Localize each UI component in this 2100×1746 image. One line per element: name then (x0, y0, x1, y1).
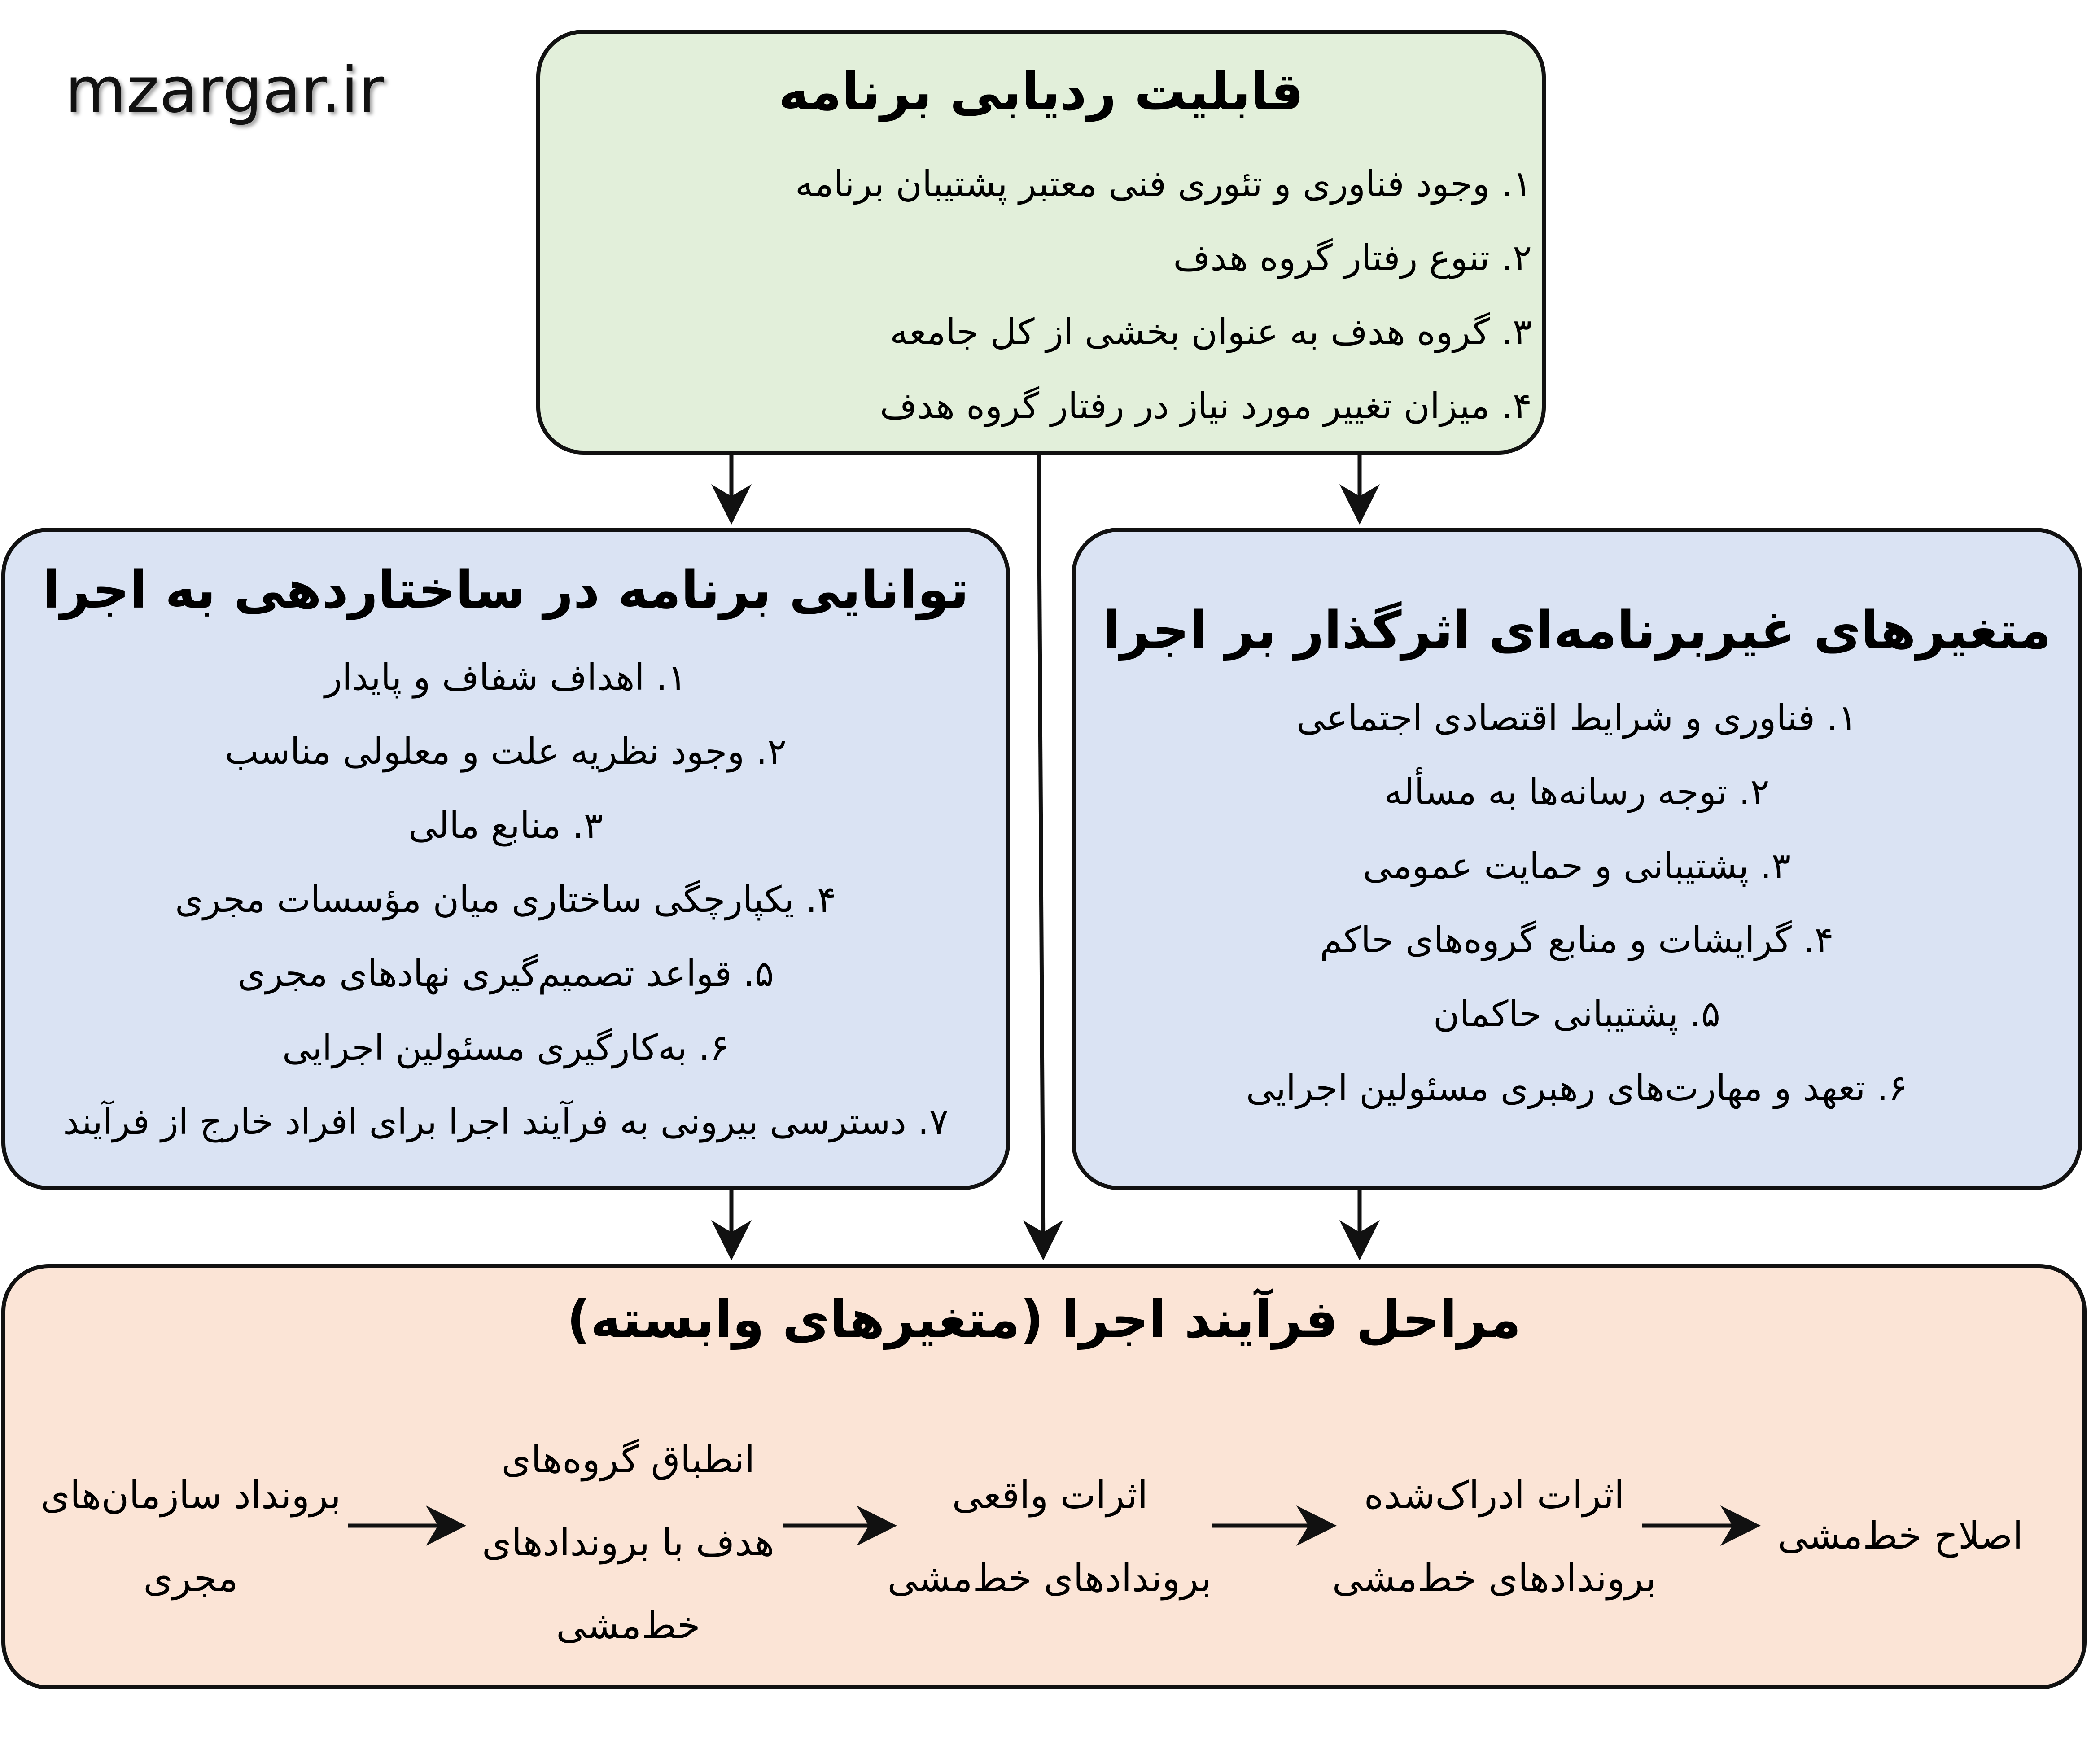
stage-line: انطباق گروه‌های (501, 1437, 755, 1481)
stage-line: بروندادهای خط‌مشی (1332, 1556, 1657, 1600)
non-statutory-item: ۳. پشتیبانی و حمایت عمومی (1363, 845, 1791, 887)
implementation-stages-title: مراحل فرآیند اجرا (متغیرهای وابسته) (567, 1290, 1521, 1350)
structuring-item: ۳. منابع مالی (408, 805, 603, 846)
structuring-item: ۲. وجود نظریه علت و معلولی مناسب (225, 731, 787, 772)
stage-agency-outputs (36, 1454, 346, 1620)
non-statutory-variables-box (1072, 528, 2082, 1190)
structuring-item: ۷. دسترسی بیرونی به فرآیند اجرا برای افراد خارج از فرآیند (63, 1101, 949, 1142)
arrow-top-to-bottom (1039, 455, 1043, 1256)
program-tractability-title: قابلیت ردیابی برنامه (778, 62, 1304, 122)
stage-line: هدف با بروندادهای (482, 1520, 774, 1564)
tractability-item: ۱. وجود فناوری و تئوری فنی معتبر پشتیبان برنامه (795, 163, 1532, 205)
stage-perceived-impacts (1328, 1454, 1660, 1620)
stage-line: بروندادهای خط‌مشی (887, 1556, 1212, 1600)
tractability-item: ۳. گروه هدف به عنوان بخشی از کل جامعه (890, 311, 1532, 353)
non-statutory-item: ۱. فناوری و شرایط اقتصادی اجتماعی (1296, 697, 1857, 739)
non-statutory-item: ۶. تعهد و مهارت‌های رهبری مسئولین اجرایی (1246, 1067, 1908, 1109)
stage-line: مجری (143, 1556, 238, 1600)
structuring-ability-box (1, 528, 1010, 1190)
tractability-item: ۲. تنوع رفتار گروه هدف (1173, 237, 1532, 279)
stage-line: اصلاح خط‌مشی (1777, 1514, 2023, 1558)
stage-line: خط‌مشی (556, 1603, 700, 1647)
stage-target-compliance (467, 1418, 790, 1667)
non-statutory-variables-title: متغیرهای غیربرنامه‌ای اثرگذار بر اجرا (1102, 600, 2052, 661)
structuring-item: ۴. یکپارچگی ساختاری میان مؤسسات مجری (175, 879, 836, 920)
non-statutory-item: ۴. گرایشات و منابع گروه‌های حاکم (1320, 919, 1834, 961)
structuring-ability-title: توانایی برنامه در ساختاردهی به اجرا (42, 560, 969, 620)
program-tractability-box (536, 30, 1546, 455)
stage-line: برونداد سازمان‌های (40, 1473, 341, 1517)
stage-line: اثرات واقعی (952, 1473, 1148, 1517)
non-statutory-item: ۵. پشتیبانی حاکمان (1433, 993, 1720, 1035)
tractability-item: ۴. میزان تغییر مورد نیاز در رفتار گروه هدف (879, 385, 1532, 427)
stage-policy-revision (1763, 1494, 2037, 1577)
structuring-item: ۶. به‌کارگیری مسئولین اجرایی (282, 1027, 729, 1068)
stage-line: اثرات ادراک‌شده (1364, 1473, 1625, 1517)
structuring-item: ۱. اهداف شفاف و پایدار (324, 656, 687, 698)
structuring-item: ۵. قواعد تصمیم‌گیری نهادهای مجری (237, 953, 774, 994)
stage-actual-impacts (888, 1454, 1212, 1620)
non-statutory-item: ۲. توجه رسانه‌ها به مسأله (1384, 771, 1770, 813)
site-watermark: mzargar.ir (65, 54, 385, 127)
